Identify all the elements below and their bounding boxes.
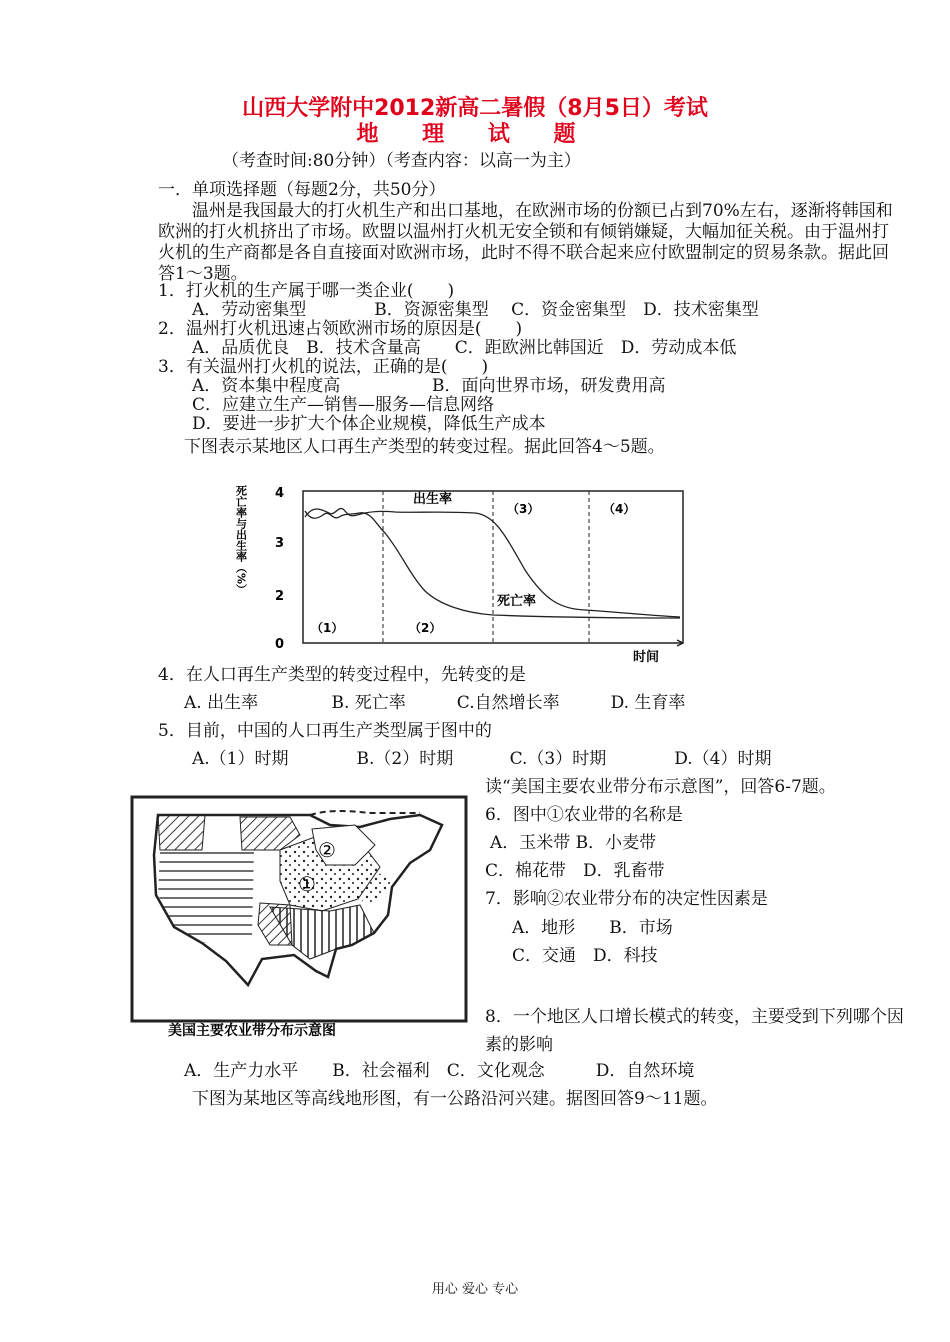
map-label-2: ② — [318, 838, 336, 862]
stage-label-4: （4） — [603, 502, 636, 516]
q3-option-d: D．要进一步扩大个体企业规模，降低生产成本 — [192, 414, 546, 434]
y-tick-0: 0 — [275, 637, 285, 652]
us-agriculture-map — [130, 795, 470, 1040]
map-label-1: ① — [298, 872, 316, 896]
q3-option-b: B．面向世界市场，研发费用高 — [432, 376, 666, 396]
q7-options-cd: C．交通 D．科技 — [512, 946, 658, 966]
stage-label-1: （1） — [311, 621, 344, 635]
population-chart — [225, 475, 700, 670]
q1-options: A．劳动密集型 B．资源密集型 C．资金密集型 D．技术密集型 — [192, 300, 759, 320]
q6-stem: 6．图中①农业带的名称是 — [485, 805, 683, 825]
q2-options: A．品质优良 B．技术含量高 C．距欧洲比韩国近 D．劳动成本低 — [192, 338, 737, 358]
chart-xlabel: 时间 — [633, 650, 660, 665]
exam-info: （考查时间:80分钟）（考查内容：以高一为主） — [222, 151, 581, 171]
exam-subtitle: 地 理 试 题 — [356, 122, 594, 147]
intro-6-7: 读“美国主要农业带分布示意图”，回答6-7题。 — [485, 777, 836, 797]
q4-options: A. 出生率 B. 死亡率 C.自然增长率 D. 生育率 — [184, 693, 686, 713]
death-rate-label: 死亡率 — [497, 594, 537, 609]
intro-4-5: 下图表示某地区人口再生产类型的转变过程。据此回答4～5题。 — [184, 437, 665, 457]
q6-options-ab: A．玉米带 B．小麦带 — [490, 833, 657, 853]
spring-wheat-area — [158, 815, 205, 850]
passage-1-3: 温州是我国最大的打火机生产和出口基地，在欧洲市场的份额已占到70%左右，逐渐将韩国和欧洲的打火机挤出了市场。欧盟以温州打火机无安全锁和有倾销嫌疑，大幅加征关税。由于温州打火机的生产商都是各自直接面对欧洲市场，此时不得不联合起来应付欧盟制定的贸易条款。据此回答1～3题。 — [158, 201, 893, 284]
q5-stem: 5．目前，中国的人口再生产类型属于图中的 — [158, 721, 492, 741]
intro-9-11: 下图为某地区等高线地形图，有一公路沿河兴建。据图回答9～11题。 — [192, 1089, 718, 1109]
q5-options: A.（1）时期 B.（2）时期 C.（3）时期 D.（4）时期 — [192, 749, 772, 769]
y-tick-4: 4 — [275, 486, 285, 501]
y-tick-3: 3 — [275, 536, 285, 551]
stage-label-2: （2） — [409, 621, 442, 635]
exam-title: 山西大学附中2012新高二暑假（8月5日）考试 — [242, 96, 708, 121]
q3-stem: 3．有关温州打火机的说法，正确的是( ) — [158, 357, 489, 377]
q4-stem: 4．在人口再生产类型的转变过程中，先转变的是 — [158, 665, 526, 685]
q7-stem: 7．影响②农业带分布的决定性因素是 — [485, 889, 768, 909]
birth-rate-label: 出生率 — [413, 492, 453, 507]
page-footer: 用心 爱心 专心 — [431, 1282, 519, 1297]
chart-ylabel: 死亡率与出生率（%） — [234, 485, 248, 596]
q8-stem: 8．一个地区人口增长模式的转变，主要受到下列哪个因素的影响 — [485, 1007, 904, 1055]
q1-stem: 1．打火机的生产属于哪一类企业( ) — [158, 281, 455, 301]
y-tick-2: 2 — [275, 589, 285, 604]
q7-options-ab: A．地形 B．市场 — [512, 918, 673, 938]
stage-label-3: （3） — [507, 502, 540, 516]
q3-option-a: A．资本集中程度高 — [192, 376, 341, 396]
q2-stem: 2．温州打火机迅速占领欧洲市场的原因是( ) — [158, 319, 523, 339]
section-heading: 一．单项选择题（每题2分，共50分） — [158, 180, 446, 200]
map-caption: 美国主要农业带分布示意图 — [168, 1023, 336, 1039]
q8-options: A．生产力水平 B．社会福利 C．文化观念 D．自然环境 — [184, 1061, 695, 1081]
q3-option-c: C．应建立生产—销售—服务—信息网络 — [192, 395, 495, 415]
q6-options-cd: C．棉花带 D．乳畜带 — [485, 861, 665, 881]
